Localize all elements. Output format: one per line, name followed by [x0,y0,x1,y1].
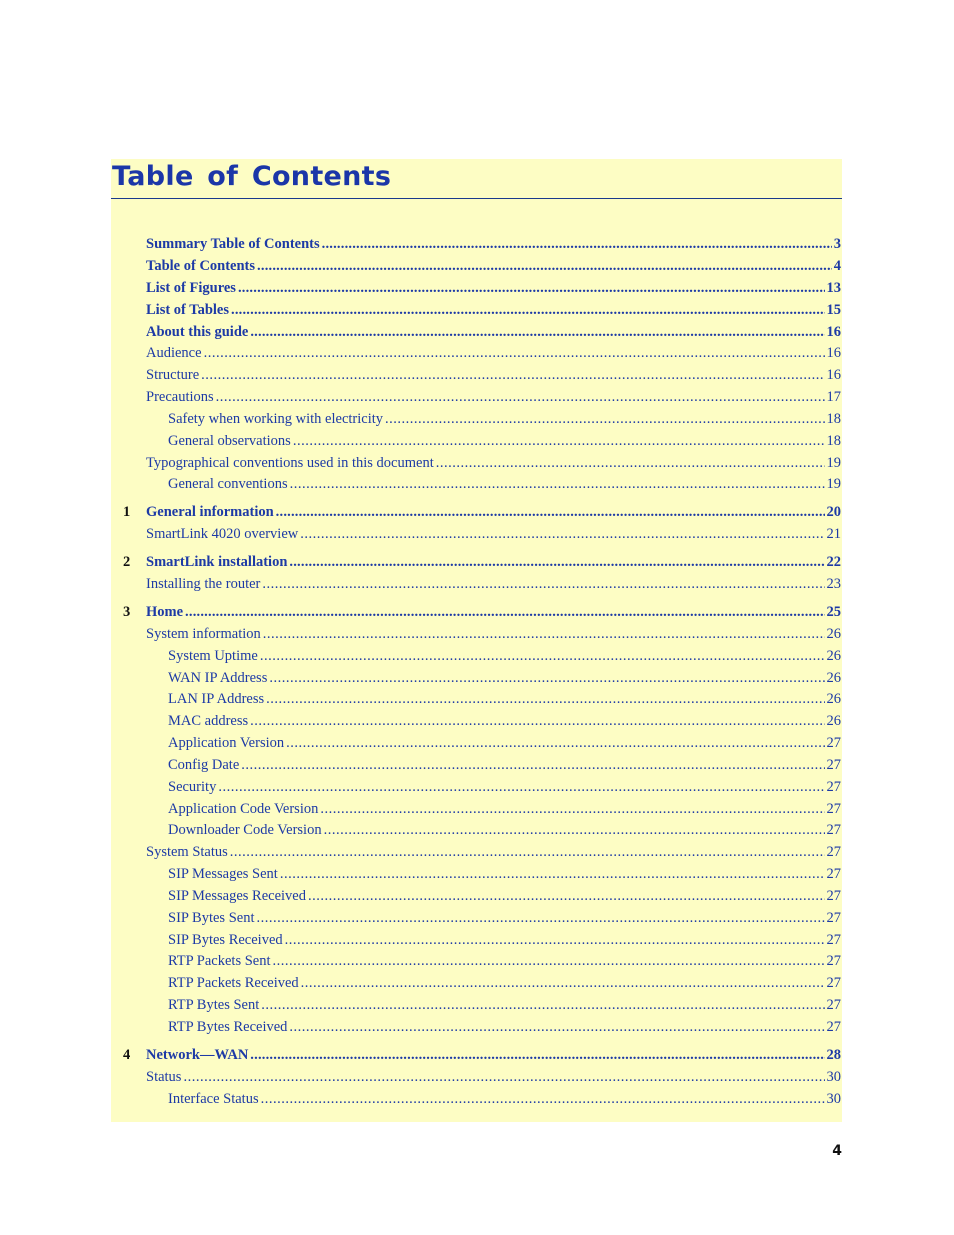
toc-entry[interactable] [168,668,841,688]
page-number: 4 [832,1143,842,1159]
toc-entry-label: Summary Table of Contents [146,236,320,252]
toc-leader-dots [250,711,824,731]
toc-entry-page: 27 [826,888,841,904]
toc-entry[interactable] [146,602,841,622]
toc-entry[interactable] [146,300,841,320]
toc-entry[interactable] [146,502,841,522]
toc-leader-dots [238,278,825,298]
toc-entry-label: Precautions [146,389,214,405]
toc-entry[interactable] [168,646,841,666]
toc-entry[interactable] [168,864,841,884]
toc-leader-dots [320,799,824,819]
toc-entry-page: 27 [826,953,841,969]
toc-entry-page: 27 [826,844,841,860]
toc-leader-dots [286,733,824,753]
toc-leader-dots [276,502,825,522]
toc-entry-label: RTP Packets Sent [168,953,271,969]
toc-entry-page: 30 [826,1069,841,1085]
toc-leader-dots [300,524,824,544]
toc-leader-dots [324,820,825,840]
toc-entry-label: RTP Packets Received [168,975,299,991]
toc-entry[interactable] [146,453,841,473]
toc-entry-label: General observations [168,433,291,449]
toc-entry[interactable] [168,995,841,1015]
toc-entry[interactable] [146,1045,841,1065]
toc-entry-page: 27 [826,779,841,795]
toc-leader-dots [293,431,825,451]
toc-leader-dots [201,365,824,385]
toc-entry-page: 23 [826,576,841,592]
toc-entry-label: SmartLink 4020 overview [146,526,299,542]
toc-entry-label: General information [146,504,274,520]
toc-leader-dots [301,973,825,993]
toc-leader-dots [250,1045,824,1065]
toc-entry[interactable] [168,908,841,928]
toc-leader-dots [261,995,824,1015]
toc-entry-label: General conventions [168,476,288,492]
toc-leader-dots [230,842,825,862]
toc-entry[interactable] [146,322,841,342]
toc-leader-dots [241,755,824,775]
toc-leader-dots [262,574,824,594]
toc-leader-dots [285,930,825,950]
toc-leader-dots [231,300,825,320]
toc-leader-dots [290,474,825,494]
toc-entry-label: SmartLink installation [146,554,288,570]
toc-entry-label: RTP Bytes Received [168,1019,288,1035]
toc-entry-page: 26 [826,670,841,686]
toc-entry[interactable] [146,842,841,862]
toc-entry-page: 20 [826,504,841,520]
toc-entry[interactable] [168,799,841,819]
toc-entry-page: 27 [826,910,841,926]
toc-leader-dots [185,602,824,622]
toc-leader-dots [266,689,824,709]
toc-entry[interactable] [168,755,841,775]
toc-entry-page: 21 [826,526,841,542]
toc-entry-page: 27 [826,735,841,751]
toc-entry[interactable] [168,820,841,840]
toc-entry[interactable] [146,256,841,276]
toc-leader-dots [273,951,825,971]
toc-entry-page: 27 [826,822,841,838]
toc-entry-page: 16 [826,324,841,340]
toc-leader-dots [436,453,825,473]
toc-leader-dots [204,343,825,363]
toc-entry-page: 27 [826,801,841,817]
toc-entry-label: System information [146,626,261,642]
page-title: Table of Contents [112,161,392,192]
toc-leader-dots [250,322,824,342]
toc-entry[interactable] [168,431,841,451]
toc-entry[interactable] [146,524,841,544]
toc-entry-label: SIP Messages Received [168,888,306,904]
toc-entry[interactable] [146,624,841,644]
toc-leader-dots [280,864,825,884]
toc-entry-page: 30 [826,1091,841,1107]
toc-entry-page: 18 [826,411,841,427]
toc-entry[interactable] [168,1017,841,1037]
toc-panel [111,159,842,1122]
toc-entry-page: 27 [826,866,841,882]
toc-entry-label: List of Tables [146,302,229,318]
toc-entry-label: LAN IP Address [168,691,265,707]
toc-entry-label: Interface Status [168,1091,259,1107]
toc-entry-label: SIP Bytes Sent [168,910,255,926]
toc-entry[interactable] [168,409,841,429]
toc-entry-label: Application Version [168,735,285,751]
toc-entry[interactable] [146,234,841,254]
toc-leader-dots [216,387,825,407]
toc-leader-dots [256,908,824,928]
toc-entry[interactable] [168,886,841,906]
toc-entry-page: 27 [826,997,841,1013]
toc-entry-page: 19 [826,455,841,471]
toc-entry[interactable] [168,951,841,971]
toc-entry-label: Safety when working with electricity [168,411,384,427]
toc-entry-page: 25 [826,604,841,620]
toc-leader-dots [385,409,824,429]
toc-entry-label: MAC address [168,713,249,729]
toc-entry-page: 27 [826,932,841,948]
toc-entry-label: SIP Messages Sent [168,866,278,882]
chapter-number: 3 [123,604,131,620]
toc-entry-page: 16 [826,345,841,361]
toc-entry-page: 13 [826,280,841,296]
toc-leader-dots [218,777,824,797]
toc-entry-page: 27 [826,1019,841,1035]
toc-entry-label: RTP Bytes Sent [168,997,260,1013]
toc-entry-label: SIP Bytes Received [168,932,283,948]
toc-entry-page: 3 [833,236,841,252]
toc-entry-label: Audience [146,345,202,361]
toc-entry[interactable] [168,930,841,950]
toc-entry[interactable] [146,574,841,594]
toc-entry[interactable] [146,1067,841,1087]
toc-entry-label: About this guide [146,324,249,340]
chapter-number: 1 [123,504,131,520]
toc-leader-dots [183,1067,824,1087]
toc-entry-page: 27 [826,975,841,991]
toc-entry-label: List of Figures [146,280,236,296]
toc-entry-label: WAN IP Address [168,670,268,686]
toc-entry-label: System Status [146,844,228,860]
toc-entry-page: 4 [833,258,841,274]
toc-entry[interactable] [168,733,841,753]
toc-leader-dots [263,624,825,644]
toc-entry-label: System Uptime [168,648,258,664]
toc-entry-page: 15 [826,302,841,318]
chapter-number: 4 [123,1047,131,1063]
toc-entry[interactable] [168,474,841,494]
toc-entry-label: Home [146,604,184,620]
toc-entry-page: 19 [826,476,841,492]
toc-entry[interactable] [146,343,841,363]
toc-entry[interactable] [168,689,841,709]
toc-leader-dots [289,1017,824,1037]
chapter-number: 2 [123,554,131,570]
toc-entry[interactable] [168,1089,841,1109]
toc-entry-page: 28 [826,1047,841,1063]
toc-entry-page: 26 [826,713,841,729]
toc-entry-page: 22 [826,554,841,570]
toc-entry-page: 26 [826,648,841,664]
toc-entry[interactable] [146,552,841,572]
toc-entry[interactable] [168,711,841,731]
toc-entry[interactable] [168,973,841,993]
toc-leader-dots [257,256,832,276]
toc-entry-label: Downloader Code Version [168,822,322,838]
toc-leader-dots [289,552,824,572]
toc-leader-dots [260,646,825,666]
toc-entry-page: 17 [826,389,841,405]
toc-leader-dots [261,1089,825,1109]
toc-entry-label: Typographical conventions used in this document [146,455,434,471]
toc-entry-page: 26 [826,691,841,707]
toc-entry-label: Table of Contents [146,258,256,274]
toc-entry-label: Config Date [168,757,240,773]
toc-entry-label: Application Code Version [168,801,319,817]
toc-entry[interactable] [168,777,841,797]
toc-entry-label: Security [168,779,217,795]
toc-leader-dots [308,886,825,906]
toc-entry-label: Installing the router [146,576,261,592]
toc-entry-page: 16 [826,367,841,383]
toc-entry-label: Status [146,1069,182,1085]
toc-entry-label: Structure [146,367,200,383]
toc-leader-dots [269,668,824,688]
toc-list [111,159,842,1122]
toc-entry-label: Network—WAN [146,1047,249,1063]
toc-entry-page: 26 [826,626,841,642]
toc-entry-page: 27 [826,757,841,773]
toc-entry[interactable] [146,278,841,298]
toc-entry-page: 18 [826,433,841,449]
toc-entry[interactable] [146,365,841,385]
toc-leader-dots [322,234,832,254]
toc-entry[interactable] [146,387,841,407]
